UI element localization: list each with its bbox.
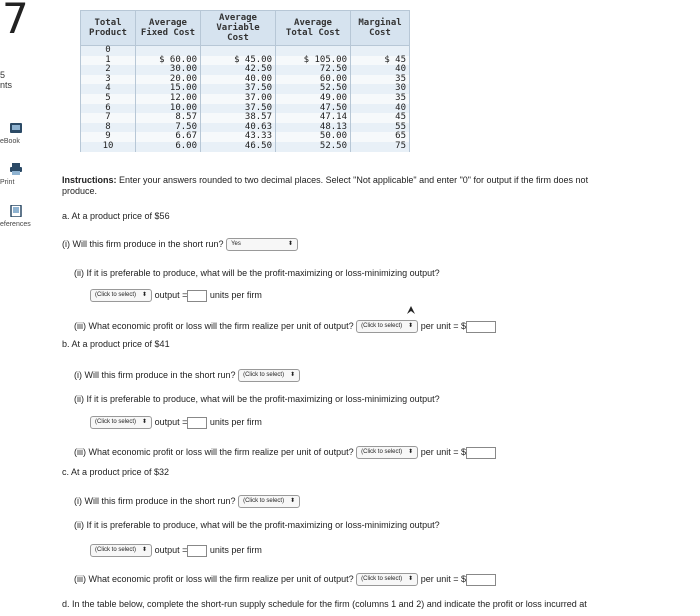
col-avg-variable-cost: Average Variable Cost	[201, 11, 276, 46]
cell-marginal-cost: 35	[351, 94, 410, 104]
part-a-output-row	[90, 289, 262, 302]
cell-avg-total-cost: 47.14	[276, 113, 351, 123]
question-number: 7	[2, 0, 29, 43]
part-b-q2: (ii) If it is preferable to produce, what will be the profit-maximizing or loss-minimizing output?	[74, 394, 440, 404]
cell-avg-fixed-cost: 30.00	[136, 65, 201, 75]
cell-marginal-cost: 30	[351, 84, 410, 94]
cell-avg-variable-cost: 37.00	[201, 94, 276, 104]
part-b-output-row	[90, 416, 262, 429]
cell-avg-total-cost: 60.00	[276, 75, 351, 85]
part-b-produce-select[interactable]	[238, 369, 300, 382]
instructions	[62, 175, 588, 185]
select-value: (Click to select)	[361, 449, 403, 455]
instructions-label: Instructions:	[62, 175, 117, 185]
points-label: nts	[0, 80, 13, 90]
part-d-title: d. In the table below, complete the short-run supply schedule for the firm (columns 1 and 2) and indicate the profit or loss incurred at	[62, 599, 587, 609]
cell-marginal-cost: 35	[351, 75, 410, 85]
select-arrow-icon: ⬍	[142, 292, 148, 298]
units-label: units per firm	[209, 416, 262, 427]
cell-avg-fixed-cost: 10.00	[136, 104, 201, 114]
cell-avg-fixed-cost: 6.00	[136, 142, 201, 152]
units-label: units per firm	[209, 289, 262, 300]
cell-total-product: 2	[81, 65, 136, 75]
select-value: (Click to select)	[95, 419, 137, 425]
output-eq-label: output =	[154, 289, 188, 300]
part-c-q3: (iii) What economic profit or loss will the firm realize per unit of output?	[74, 573, 354, 584]
part-b-q1: (i) Will this firm produce in the short run?	[74, 369, 236, 380]
cell-avg-fixed-cost: $ 60.00	[136, 56, 201, 66]
part-c-profit-input[interactable]	[466, 574, 496, 586]
part-a-q3: (iii) What economic profit or loss will the firm realize per unit of output?	[74, 320, 354, 331]
output-eq-label: output =	[154, 416, 188, 427]
col-avg-fixed-cost: Average Fixed Cost	[136, 11, 201, 46]
part-b-output-input[interactable]	[187, 417, 207, 429]
select-value: (Click to select)	[95, 547, 137, 553]
select-arrow-icon: ⬍	[408, 576, 414, 582]
per-unit-label: per unit = $	[420, 573, 466, 584]
cell-avg-variable-cost: 37.50	[201, 84, 276, 94]
ebook-button[interactable]	[0, 122, 50, 145]
part-a-output-input[interactable]	[187, 290, 207, 302]
select-arrow-icon: ⬍	[408, 449, 414, 455]
cell-total-product: 9	[81, 132, 136, 142]
left-sidebar	[0, 0, 50, 616]
cell-total-product: 3	[81, 75, 136, 85]
cell-total-product: 7	[81, 113, 136, 123]
cell-total-product: 1	[81, 56, 136, 66]
cell-avg-fixed-cost: 7.50	[136, 123, 201, 133]
cell-avg-variable-cost: 43.33	[201, 132, 276, 142]
part-c-output-row	[90, 544, 262, 557]
per-unit-label: per unit = $	[420, 446, 466, 457]
instructions-text-2: produce.	[62, 186, 98, 196]
cell-avg-fixed-cost: 12.00	[136, 94, 201, 104]
cell-marginal-cost: 65	[351, 132, 410, 142]
select-arrow-icon: ⬍	[288, 241, 294, 247]
select-arrow-icon: ⬍	[408, 323, 414, 329]
bookmark-icon	[9, 205, 50, 219]
part-b-title: b. At a product price of $41	[62, 339, 170, 349]
cell-avg-total-cost: 48.13	[276, 123, 351, 133]
cell-total-product: 8	[81, 123, 136, 133]
part-c-q2: (ii) If it is preferable to produce, what will be the profit-maximizing or loss-minimizing output?	[74, 520, 440, 530]
output-eq-label: output =	[154, 544, 188, 555]
part-a-q1-row	[62, 238, 298, 251]
references-button[interactable]	[0, 205, 50, 228]
cell-total-product: 5	[81, 94, 136, 104]
cell-avg-total-cost: $ 105.00	[276, 56, 351, 66]
cell-avg-total-cost: 52.50	[276, 142, 351, 152]
part-a-title: a. At a product price of $56	[62, 211, 170, 221]
cell-avg-variable-cost: 40.00	[201, 75, 276, 85]
cell-avg-total-cost: 72.50	[276, 65, 351, 75]
table-header-row	[81, 11, 410, 46]
part-a-output-select[interactable]	[90, 289, 152, 302]
part-a-produce-select[interactable]	[226, 238, 298, 251]
part-b-output-select[interactable]	[90, 416, 152, 429]
col-total-product: Total Product	[81, 11, 136, 46]
table-body	[81, 46, 410, 152]
ebook-label: eBook	[0, 138, 20, 145]
part-a-q2: (ii) If it is preferable to produce, what will be the profit-maximizing or loss-minimizing output?	[74, 268, 440, 278]
cell-avg-fixed-cost: 8.57	[136, 113, 201, 123]
part-a-q3-row	[74, 320, 496, 333]
part-a-q1: (i) Will this firm produce in the short run?	[62, 238, 224, 249]
cell-total-product: 10	[81, 142, 136, 152]
cell-marginal-cost: 40	[351, 104, 410, 114]
select-arrow-icon: ⬍	[290, 372, 296, 378]
cell-marginal-cost: 45	[351, 113, 410, 123]
part-c-title: c. At a product price of $32	[62, 467, 170, 477]
part-b-q3-row	[74, 446, 496, 459]
part-b-q1-row	[74, 369, 300, 382]
print-button[interactable]	[0, 163, 50, 186]
part-a-profit-select[interactable]	[356, 320, 418, 333]
mouse-cursor-icon	[406, 305, 416, 318]
cell-marginal-cost: 75	[351, 142, 410, 152]
select-arrow-icon: ⬍	[142, 419, 148, 425]
cell-marginal-cost: 40	[351, 65, 410, 75]
cell-avg-total-cost: 52.50	[276, 84, 351, 94]
cost-table	[80, 10, 410, 152]
print-label: Print	[0, 179, 15, 186]
cell-avg-total-cost: 50.00	[276, 132, 351, 142]
part-c-produce-select[interactable]	[238, 495, 300, 508]
cell-avg-variable-cost: 46.50	[201, 142, 276, 152]
table-row	[81, 142, 410, 152]
per-unit-label: per unit = $	[420, 320, 466, 331]
part-c-profit-select[interactable]	[356, 573, 418, 586]
col-avg-total-cost: Average Total Cost	[276, 11, 351, 46]
part-b-profit-select[interactable]	[356, 446, 418, 459]
cell-avg-total-cost: 47.50	[276, 104, 351, 114]
cell-avg-total-cost: 49.00	[276, 94, 351, 104]
select-value: Yes	[231, 241, 241, 247]
select-value: (Click to select)	[95, 292, 137, 298]
col-marginal-cost: Marginal Cost	[351, 11, 410, 46]
printer-icon	[9, 163, 50, 177]
cell-total-product: 6	[81, 104, 136, 114]
select-arrow-icon: ⬍	[290, 498, 296, 504]
references-label: eferences	[0, 221, 31, 228]
book-icon	[9, 122, 50, 136]
cell-marginal-cost: 55	[351, 123, 410, 133]
cell-avg-variable-cost: 40.63	[201, 123, 276, 133]
cell-avg-fixed-cost: 20.00	[136, 75, 201, 85]
points-value: 5	[0, 70, 6, 80]
units-label: units per firm	[209, 544, 262, 555]
select-value: (Click to select)	[361, 323, 403, 329]
part-b-q3: (iii) What economic profit or loss will the firm realize per unit of output?	[74, 446, 354, 457]
part-c-q1-row	[74, 495, 300, 508]
part-c-q3-row	[74, 573, 496, 586]
cell-marginal-cost: $ 45	[351, 56, 410, 66]
cell-total-product: 4	[81, 84, 136, 94]
cell-avg-variable-cost: 38.57	[201, 113, 276, 123]
part-c-output-input[interactable]	[187, 545, 207, 557]
cell-avg-variable-cost: $ 45.00	[201, 56, 276, 66]
points-indicator	[0, 70, 12, 90]
select-value: (Click to select)	[243, 498, 285, 504]
select-arrow-icon: ⬍	[142, 547, 148, 553]
cell-avg-fixed-cost: 6.67	[136, 132, 201, 142]
cell-total-product: 0	[81, 46, 136, 56]
select-value: (Click to select)	[243, 372, 285, 378]
cell-avg-fixed-cost: 15.00	[136, 84, 201, 94]
part-b-profit-input[interactable]	[466, 447, 496, 459]
instructions-text: Enter your answers rounded to two decimal places. Select "Not applicable" and enter "0" for output if the firm does not	[119, 175, 589, 185]
cell-avg-variable-cost: 37.50	[201, 104, 276, 114]
select-value: (Click to select)	[361, 576, 403, 582]
part-a-profit-input[interactable]	[466, 321, 496, 333]
cell-avg-variable-cost: 42.50	[201, 65, 276, 75]
part-c-q1: (i) Will this firm produce in the short run?	[74, 495, 236, 506]
part-c-output-select[interactable]	[90, 544, 152, 557]
